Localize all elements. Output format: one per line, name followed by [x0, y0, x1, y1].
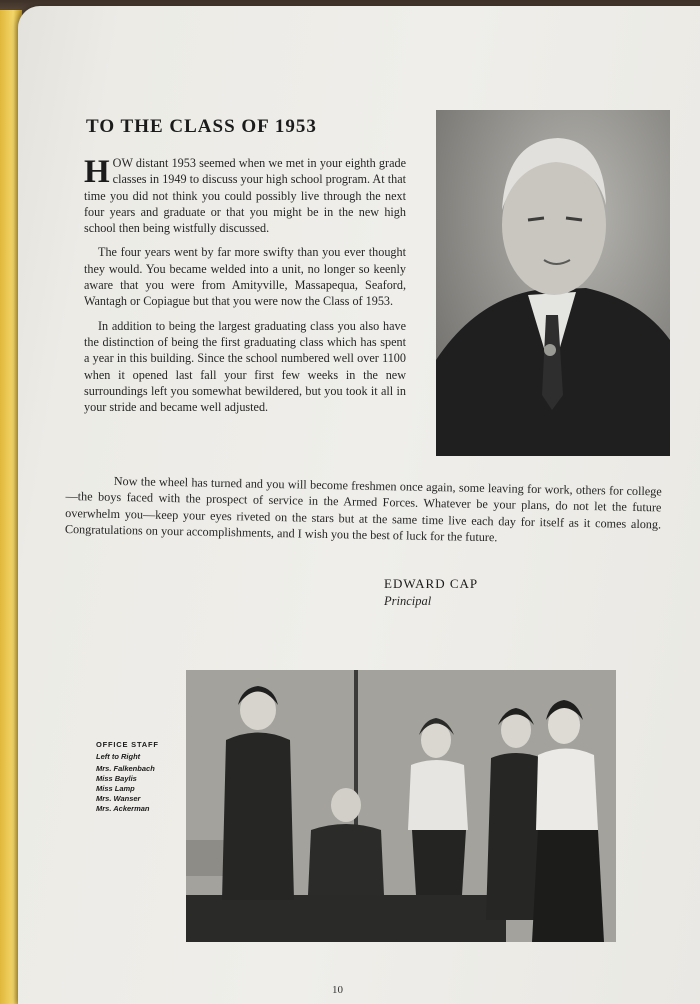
letter-paragraph-1-text: OW distant 1953 seemed when we met in your eighth grade classes in 1949 to discuss your high school program. At that time you did not think you could possibly live through the next four years and graduate or that you might be in the new high school then being wistfully discussed.: [84, 156, 406, 236]
signature-title: Principal: [384, 594, 432, 608]
staff-name: Mrs. Ackerman: [96, 804, 150, 813]
staff-name: Mrs. Falkenbach: [96, 764, 155, 773]
staff-name: Miss Baylis: [96, 774, 137, 783]
staff-name: Mrs. Wanser: [96, 794, 141, 803]
staff-name-list: [96, 764, 159, 814]
signature-name: EDWARD CAP: [384, 576, 479, 591]
letter-paragraph-4: Now the wheel has turned and you will become freshmen once again, some leaving for work, others for college—the boys faced with the prospect of service in the Armed Forces. Whatever be your plans, do not let the future overwhelm you—keep your eyes riveted on the stars but at the same time live each day for itself as it comes along. Congratulations on your accomplishments, and I wish you the best of luck for the future.: [64, 473, 662, 545]
letter-column: [84, 155, 406, 423]
caption-heading: OFFICE STAFF: [96, 740, 159, 749]
drop-cap: H: [84, 154, 110, 190]
letter-paragraph-1: [84, 155, 406, 236]
page-number: 10: [332, 984, 343, 996]
office-staff-photo: [186, 670, 616, 942]
letter-closing-paragraph: [65, 472, 662, 549]
staff-name: Miss Lamp: [96, 784, 135, 793]
caption-subheading: Left to Right: [96, 752, 141, 761]
office-staff-caption: [96, 740, 159, 814]
letter-paragraph-2: The four years went by far more swifty than you ever thought they would. You became welded into a unit, no longer so keenly aware that you were from Amityville, Massapequa, Seaford, Wantagh or Copiague but that you were now the Class of 1953.: [84, 245, 406, 309]
principal-portrait: [436, 110, 670, 456]
page-title: TO THE CLASS OF 1953: [86, 116, 317, 137]
letter-paragraph-3: In addition to being the largest graduating class you also have the distinction of being the first graduating class which has spent a year in this building. Since the school numbered well over 1100 when it opened last fall your first few weeks in the new surroundings left you somewhat bewildered, but you took it all in your stride and became well adjusted.: [84, 318, 406, 415]
